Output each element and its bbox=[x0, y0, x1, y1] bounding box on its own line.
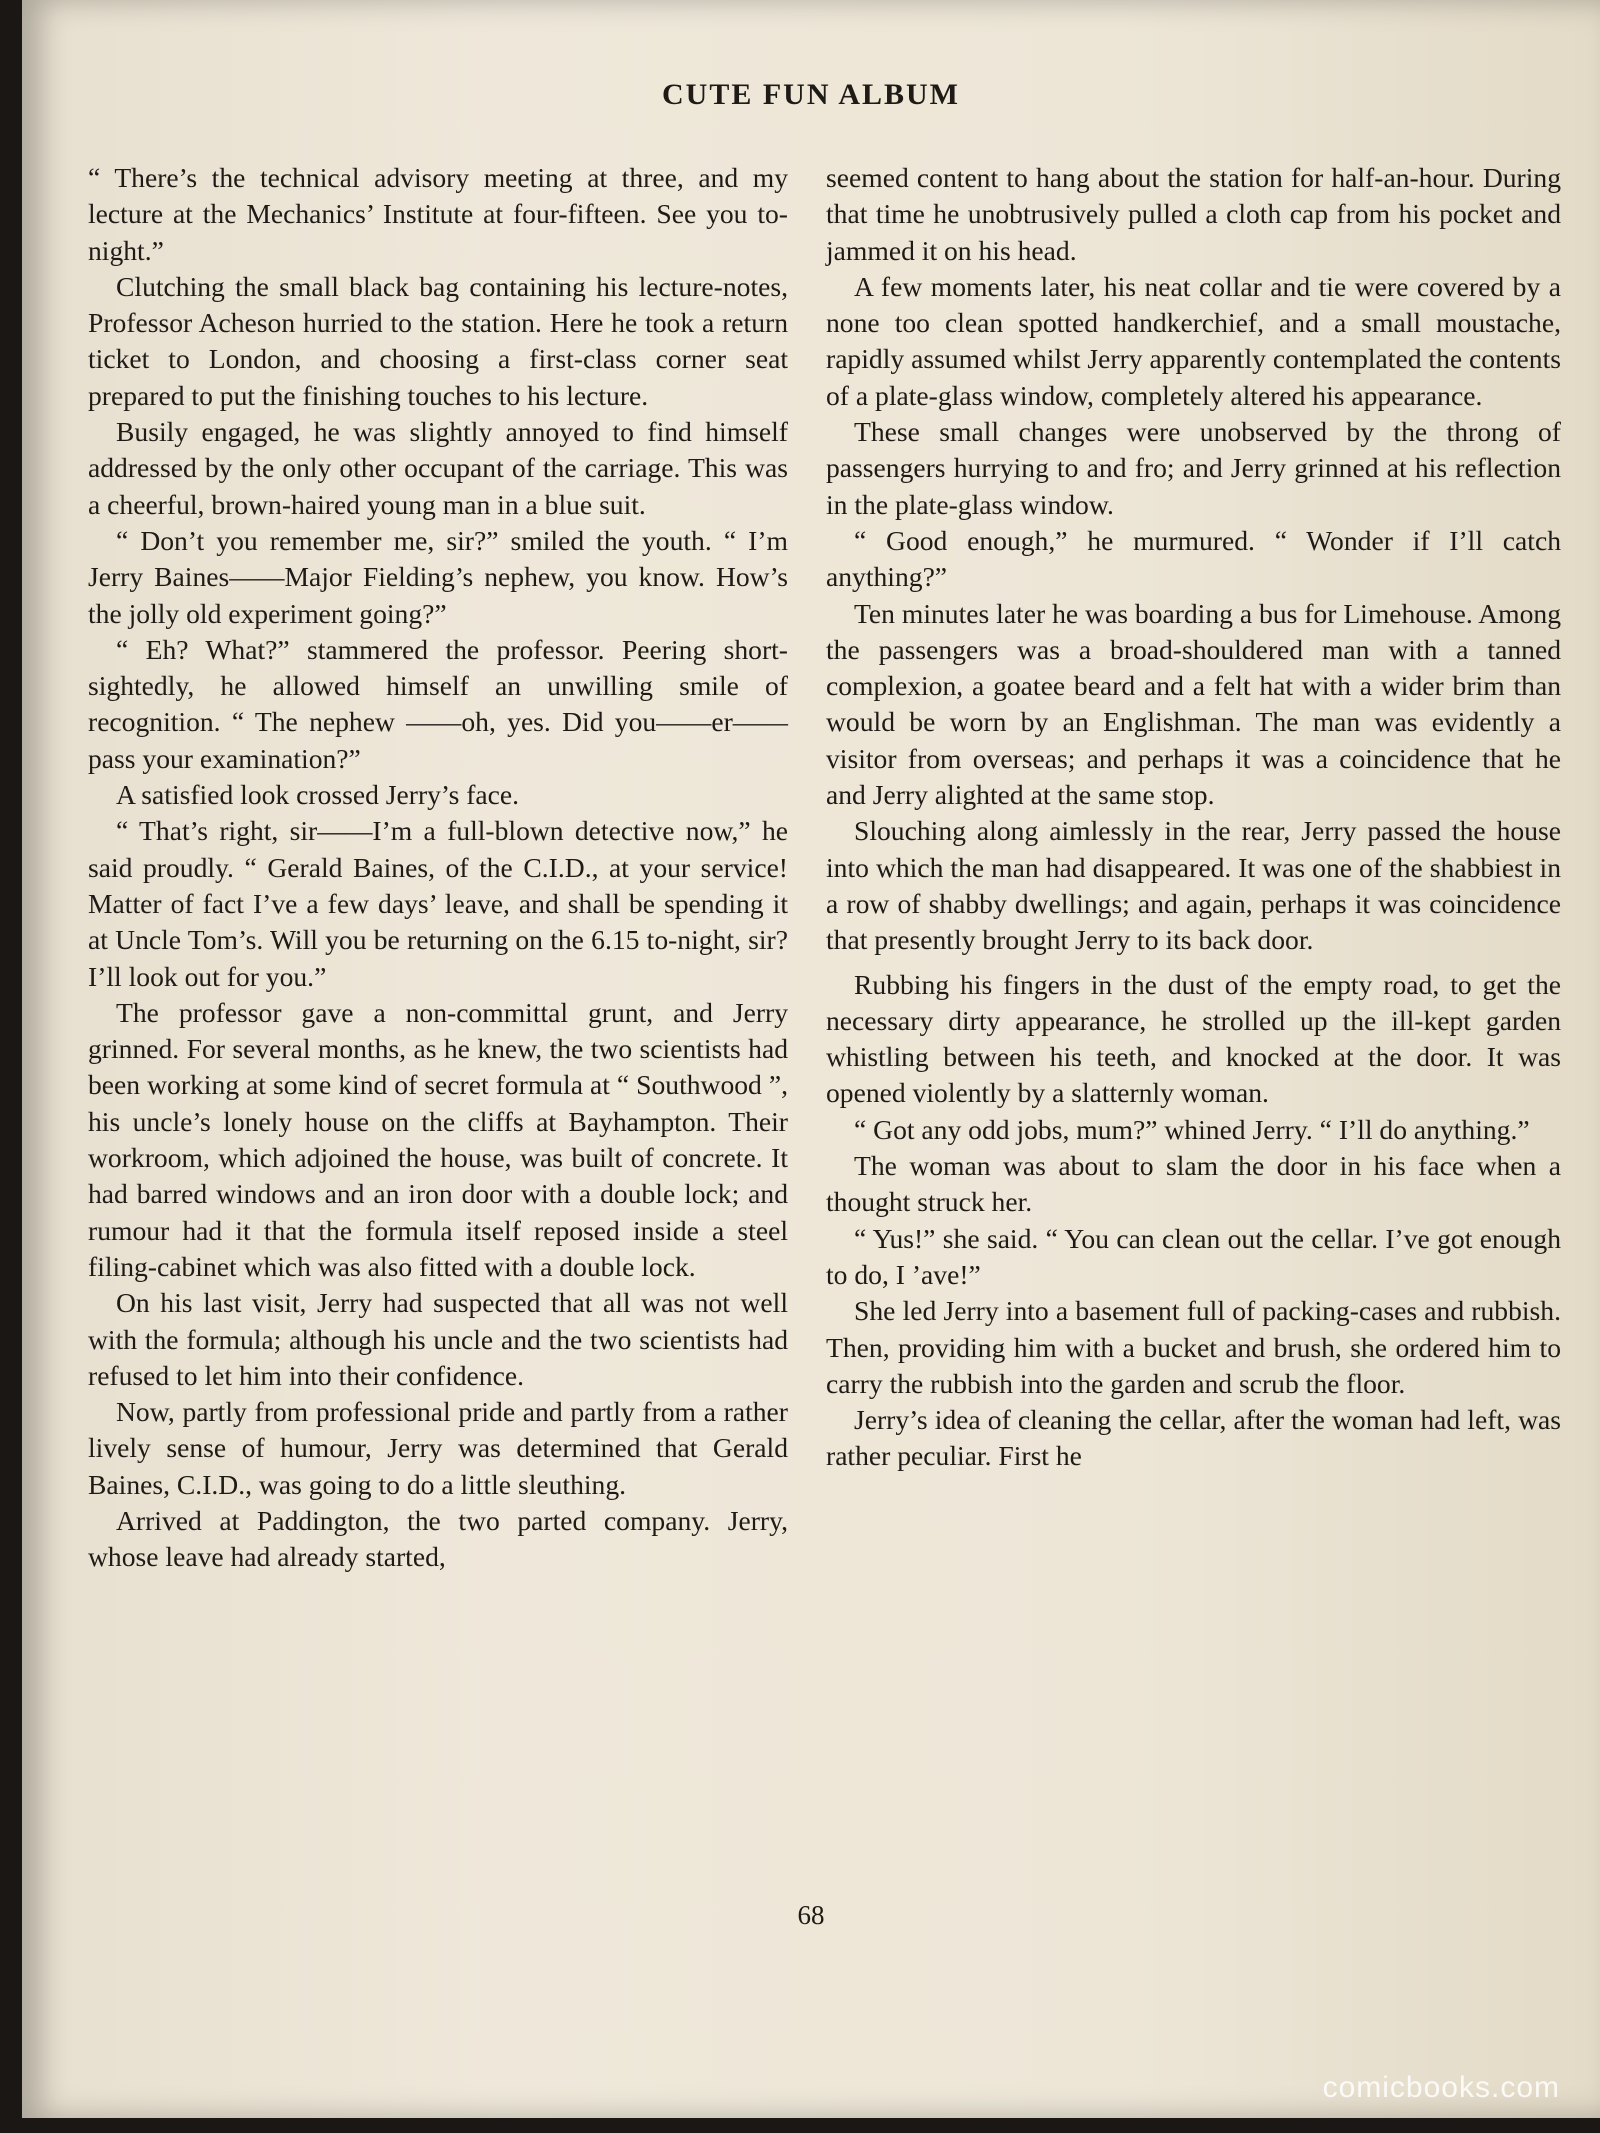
running-header: CUTE FUN ALBUM bbox=[661, 78, 960, 111]
paragraph: “ Don’t you remember me, sir?” smiled the youth. “ I’m Jerry Baines——Major Fielding’s nephew, you know. How’s the jolly old experiment going?” bbox=[88, 524, 788, 629]
paragraph: On his last visit, Jerry had suspected that all was not well with the formula; although his uncle and the two scientists had refused to let him into their confidence. bbox=[88, 1287, 788, 1391]
left-column bbox=[88, 160, 788, 1576]
paragraph: “ That’s right, sir——I’m a full-blown detective now,” he said proudly. “ Gerald Baines, of the C.I.D., at your service! Matter of fact I’ve a few days’ leave, and shall be spending it at Uncle Tom’s. Will you be returning on the 6.15 to-night, sir? I’ll look out for you.” bbox=[88, 815, 788, 992]
paragraph: The woman was about to slam the door in his face when a thought struck her. bbox=[826, 1150, 1561, 1218]
book-page bbox=[22, 0, 1600, 2118]
paragraph: Ten minutes later he was boarding a bus for Limehouse. Among the passengers was a broad-shouldered man with a tanned complexion, a goatee beard and a felt hat with a wider brim than would be worn by an Englishman. The man was evidently a visitor from overseas; and perhaps it was a coincidence that he and Jerry alighted at the same stop. bbox=[826, 597, 1561, 811]
paragraph: Now, partly from professional pride and partly from a rather lively sense of humour, Jerry was determined that Gerald Baines, C.I.D., was going to do a little sleuthing. bbox=[88, 1396, 788, 1500]
paragraph: “ Got any odd jobs, mum?” whined Jerry. “ I’ll do anything.” bbox=[854, 1113, 1530, 1145]
paragraph: Rubbing his fingers in the dust of the empty road, to get the necessary dirty appearance, he strolled up the ill-kept garden whistling between his teeth, and knocked at the door. It was opened violently by a slatternly woman. bbox=[826, 968, 1561, 1109]
paragraph: A satisfied look crossed Jerry’s face. bbox=[116, 779, 520, 811]
paragraph: Slouching along aimlessly in the rear, Jerry passed the house into which the man had disappeared. It was one of the shabbiest in a row of shabby dwellings; and again, perhaps it was coincidence that presently brought Jerry to its back door. bbox=[826, 815, 1561, 956]
paragraph: She led Jerry into a basement full of packing-cases and rubbish. Then, providing him with a bucket and brush, she ordered him to carry the rubbish into the garden and scrub the floor. bbox=[826, 1295, 1561, 1399]
paragraph: “ There’s the technical advisory meeting at three, and my lecture at the Mechanics’ Institute at four-fifteen. See you to-night.” bbox=[88, 162, 788, 266]
page-number: 68 bbox=[797, 1900, 825, 1930]
paragraph: seemed content to hang about the station for half-an-hour. During that time he unobtrusively pulled a cloth cap from his pocket and jammed it on his head. bbox=[826, 162, 1561, 266]
paragraph: Arrived at Paddington, the two parted company. Jerry, whose leave had already started, bbox=[88, 1504, 788, 1573]
paragraph: Busily engaged, he was slightly annoyed to find himself addressed by the only other occupant of the carriage. This was a cheerful, brown-haired young man in a blue suit. bbox=[88, 416, 788, 520]
paragraph: Clutching the small black bag containing his lecture-notes, Professor Acheson hurried to the station. Here he took a return ticket to London, and choosing a first-class corner seat prepared to put the finishing touches to his lecture. bbox=[88, 270, 788, 411]
paragraph: A few moments later, his neat collar and tie were covered by a none too clean spotted handkerchief, and a small moustache, rapidly assumed whilst Jerry apparently contemplated the contents of a plate-glass window, completely altered his appearance. bbox=[826, 270, 1561, 411]
paragraph: The professor gave a non-committal grunt, and Jerry grinned. For several months, as he knew, the two scientists had been working at some kind of secret formula at “ Southwood ”, his uncle’s lonely house on the cliffs at Bayhampton. Their workroom, which adjoined the house, was built of concrete. It had barred windows and an iron door with a double lock; and rumour had it that the formula itself reposed inside a steel filing-cabinet which was also fitted with a double lock. bbox=[88, 996, 788, 1282]
paragraph: “ Eh? What?” stammered the professor. Peering short-sightedly, he allowed himself an unwilling smile of recognition. “ The nephew ——oh, yes. Did you——er——pass your examination?” bbox=[88, 633, 788, 774]
paragraph: “ Good enough,” he murmured. “ Wonder if I’ll catch anything?” bbox=[826, 524, 1561, 593]
watermark: comicbooks.com bbox=[1322, 2071, 1560, 2104]
paragraph: These small changes were unobserved by the throng of passengers hurrying to and fro; and Jerry grinned at his reflection in the plate-glass window. bbox=[826, 416, 1561, 520]
paragraph: Jerry’s idea of cleaning the cellar, after the woman had left, was rather peculiar. First he bbox=[826, 1404, 1561, 1472]
right-column bbox=[826, 160, 1561, 1475]
paragraph: “ Yus!” she said. “ You can clean out the cellar. I’ve got enough to do, I ’ave!” bbox=[826, 1222, 1561, 1290]
